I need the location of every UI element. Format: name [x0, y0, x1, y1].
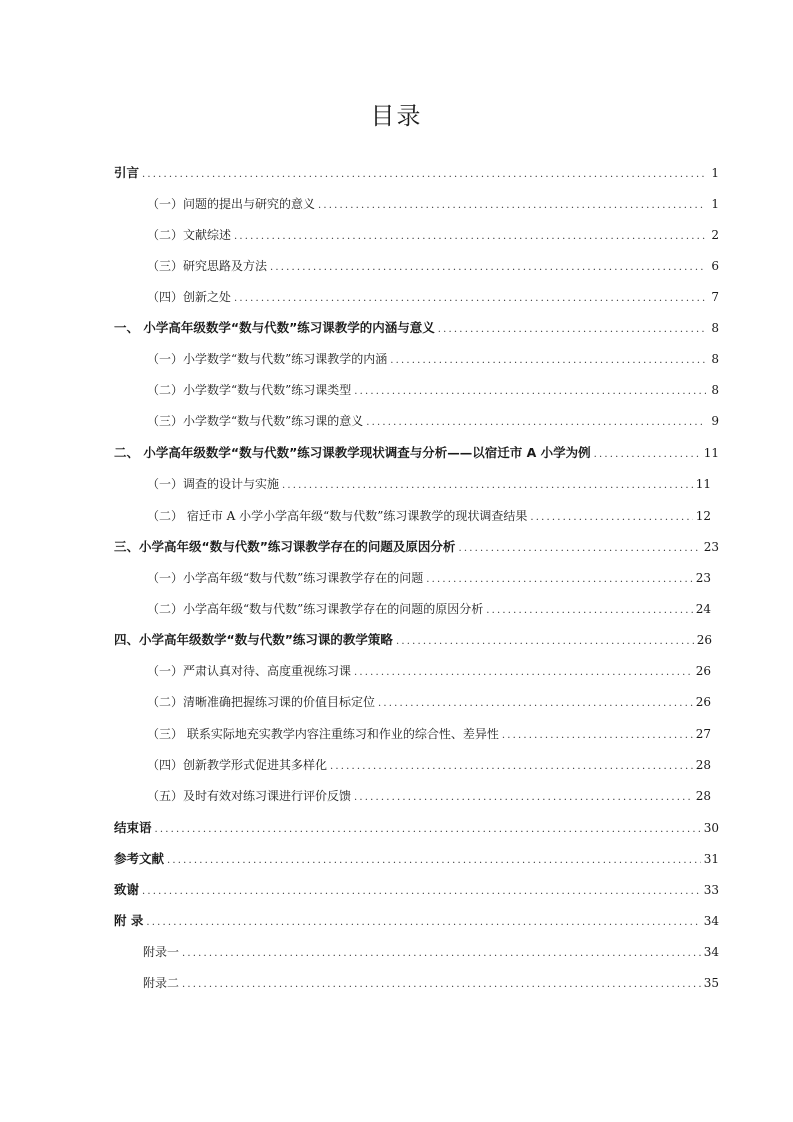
- toc-entry-page: 23: [703, 540, 719, 554]
- dot-leader: [396, 632, 694, 652]
- dot-leader: [390, 351, 706, 371]
- toc-entry-intro-3[interactable]: [147, 256, 719, 276]
- toc-entry-label: （四）创新之处: [147, 290, 232, 304]
- dot-leader: [502, 726, 693, 746]
- toc-entry-appendix-2[interactable]: [143, 973, 719, 993]
- toc-entry-label: （二）小学数学“数与代数”练习课类型: [147, 383, 352, 397]
- dot-leader: [594, 445, 701, 465]
- toc-entry-intro-1[interactable]: [147, 194, 719, 214]
- toc-entry-intro[interactable]: [114, 163, 719, 183]
- toc-entry-intro-4[interactable]: [147, 287, 719, 307]
- toc-entry-label: （一）问题的提出与研究的意义: [147, 197, 316, 211]
- toc-entry-page: 11: [703, 446, 719, 460]
- toc-entry-label: （一）严肃认真对待、高度重视练习课: [147, 664, 352, 678]
- toc-entry-acknowledgements[interactable]: [114, 880, 719, 900]
- toc-entry-label: （二）文献综述: [147, 228, 232, 242]
- toc-entry-chapter-4-1[interactable]: [147, 661, 711, 681]
- toc-entry-page: 8: [711, 321, 719, 335]
- toc-entry-intro-2[interactable]: [147, 225, 719, 245]
- toc-entry-chapter-1-3[interactable]: [147, 411, 719, 431]
- toc-entry-page: 34: [703, 914, 719, 928]
- dot-leader: [354, 382, 706, 402]
- page-title: 目录: [370, 102, 423, 130]
- dot-leader: [182, 944, 701, 964]
- toc-entry-label: 三、小学高年级“数与代数”练习课教学存在的问题及原因分析: [114, 539, 456, 554]
- dot-leader: [438, 320, 706, 340]
- toc-entry-label: 结束语: [114, 820, 152, 835]
- toc-entry-page: 28: [695, 758, 711, 772]
- toc-entry-chapter-2[interactable]: [114, 443, 719, 463]
- toc-entry-chapter-4-5[interactable]: [147, 786, 711, 806]
- toc-entry-label: 四、小学高年级数学“数与代数”练习课的教学策略: [114, 632, 393, 647]
- toc-entry-page: 34: [703, 945, 719, 959]
- toc-entry-chapter-4-2[interactable]: [147, 692, 711, 712]
- toc-entry-label: 致谢: [114, 882, 140, 897]
- toc-entry-chapter-2-1[interactable]: [147, 474, 711, 494]
- toc-entry-label: （三） 联系实际地充实教学内容注重练习和作业的综合性、差异性: [147, 727, 499, 741]
- toc-entry-label: （三）研究思路及方法: [147, 259, 268, 273]
- dot-leader: [486, 601, 692, 621]
- dot-leader: [282, 476, 693, 496]
- dot-leader: [426, 570, 692, 590]
- dot-leader: [142, 882, 701, 902]
- dot-leader: [146, 913, 700, 933]
- dot-leader: [330, 757, 693, 777]
- toc-entry-label: （一）调查的设计与实施: [147, 477, 280, 491]
- dot-leader: [142, 165, 706, 185]
- toc-entry-label: （二）清晰准确把握练习课的价值目标定位: [147, 695, 376, 709]
- toc-entry-page: 8: [711, 352, 719, 366]
- toc-entry-appendix[interactable]: [114, 911, 719, 931]
- toc-entry-page: 2: [711, 228, 719, 242]
- toc-entry-page: 11: [695, 477, 711, 491]
- toc-entry-page: 6: [711, 259, 719, 273]
- dot-leader: [458, 539, 700, 559]
- toc-entry-page: 24: [695, 602, 711, 616]
- toc-entry-appendix-1[interactable]: [143, 942, 719, 962]
- toc-entry-label: （五）及时有效对练习课进行评价反馈: [147, 789, 352, 803]
- toc-entry-chapter-1[interactable]: [114, 318, 719, 338]
- toc-entry-page: 26: [695, 695, 711, 709]
- toc-entry-chapter-1-1[interactable]: [147, 349, 719, 369]
- dot-leader: [354, 788, 693, 808]
- toc-entry-label: 二、 小学高年级数学“数与代数”练习课教学现状调查与分析——以宿迁市 A 小学为例: [114, 445, 591, 460]
- toc-entry-conclusion[interactable]: [114, 818, 719, 838]
- toc-entry-references[interactable]: [114, 849, 719, 869]
- toc-entry-page: 7: [711, 290, 719, 304]
- toc-entry-chapter-1-2[interactable]: [147, 380, 719, 400]
- toc-entry-page: 9: [711, 414, 719, 428]
- toc-entry-page: 26: [695, 664, 711, 678]
- toc-entry-label: （二）小学高年级“数与代数”练习课教学存在的问题的原因分析: [147, 602, 484, 616]
- toc-entry-chapter-4[interactable]: [114, 630, 712, 650]
- dot-leader: [155, 820, 701, 840]
- toc-entry-page: 35: [703, 976, 719, 990]
- toc-entry-label: 附录二: [143, 976, 180, 990]
- toc-entry-label: 附录一: [143, 945, 180, 959]
- dot-leader: [318, 196, 706, 216]
- toc-entry-chapter-3-1[interactable]: [147, 568, 711, 588]
- toc-entry-page: 33: [703, 883, 719, 897]
- dot-leader: [530, 508, 692, 528]
- toc-entry-page: 1: [711, 197, 719, 211]
- toc-entry-chapter-3-2[interactable]: [147, 599, 711, 619]
- toc-entry-chapter-4-4[interactable]: [147, 755, 711, 775]
- toc-entry-label: （三）小学数学“数与代数”练习课的意义: [147, 414, 364, 428]
- toc-entry-page: 23: [695, 571, 711, 585]
- dot-leader: [182, 975, 701, 995]
- toc-entry-chapter-3[interactable]: [114, 537, 719, 557]
- toc-entry-label: （二） 宿迁市 A 小学小学高年级“数与代数”练习课教学的现状调查结果: [147, 509, 528, 523]
- toc-entry-page: 8: [711, 383, 719, 397]
- dot-leader: [234, 289, 706, 309]
- toc-entry-page: 27: [695, 727, 711, 741]
- toc-entry-label: 引言: [114, 165, 140, 180]
- toc-entry-page: 1: [711, 166, 719, 180]
- dot-leader: [366, 413, 706, 433]
- toc-entry-label: 附 录: [114, 913, 144, 928]
- toc-entry-page: 26: [696, 633, 712, 647]
- toc-entry-chapter-4-3[interactable]: [147, 724, 711, 744]
- toc-entry-page: 31: [703, 852, 719, 866]
- toc-entry-label: （四）创新教学形式促进其多样化: [147, 758, 328, 772]
- toc-entry-page: 30: [703, 821, 719, 835]
- dot-leader: [354, 663, 693, 683]
- dot-leader: [378, 694, 693, 714]
- toc-entry-label: （一）小学高年级“数与代数”练习课教学存在的问题: [147, 571, 424, 585]
- toc-entry-label: 一、 小学高年级数学“数与代数”练习课教学的内涵与意义: [114, 320, 435, 335]
- dot-leader: [234, 227, 706, 247]
- dot-leader: [270, 258, 706, 278]
- toc-entry-page: 12: [695, 509, 711, 523]
- dot-leader: [167, 851, 701, 871]
- toc-entry-label: 参考文献: [114, 851, 165, 866]
- toc-entry-label: （一）小学数学“数与代数”练习课教学的内涵: [147, 352, 388, 366]
- toc-entry-page: 28: [695, 789, 711, 803]
- toc-entry-chapter-2-2[interactable]: [147, 506, 711, 526]
